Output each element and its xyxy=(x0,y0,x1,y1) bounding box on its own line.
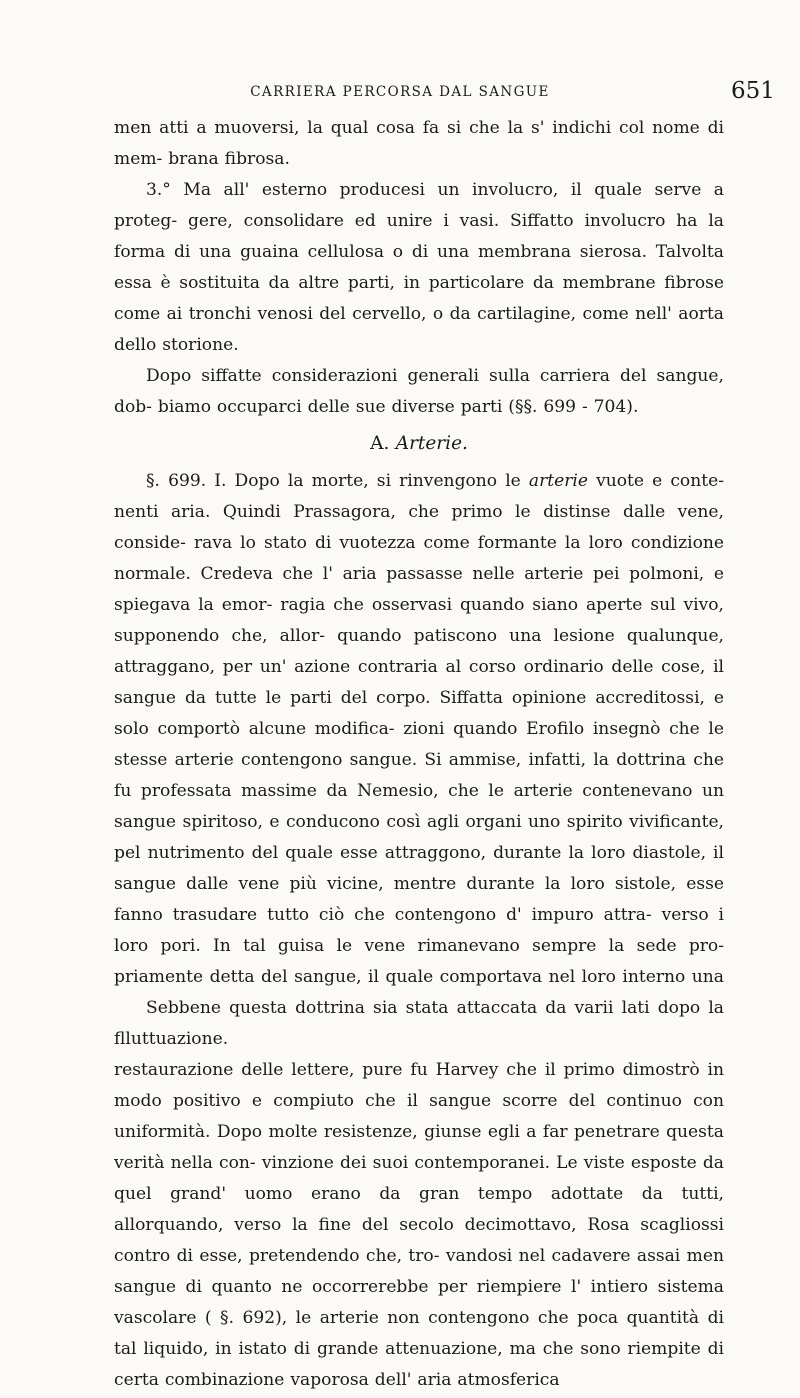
term-arterie: arterie xyxy=(528,471,588,491)
paragraph-sebbene: Sebbene questa dottrina sia stata attaccata da varii lati dopo la flluttuazione. xyxy=(114,998,724,1049)
running-title: CARRIERA PERCORSA DAL SANGUE xyxy=(250,84,550,100)
paragraph-699-rest: vuote e conte- nenti aria. Quindi Prassagora, che primo le distinse dalle vene, conside- rava lo stato di vuotezza come formante la loro condizione normale. Credeva che l' aria passasse nelle arterie pei polmoni, e spiegava la emor- ragia che osservasi quando siano aperte sul vivo, supponendo che, allor- quando patiscono una lesione qualunque, attraggano, per un' azione contraria al corso ordinario delle cose, il sangue da tutte le parti del corpo. Siffatta opinione accreditossi, e solo comportò alcune modifica- zioni quando Erofilo insegnò che le stesse arterie contengono sangue. Si ammise, infatti, la dottrina che fu professata massime da Nemesio, che le arterie contenevano un sangue spiritoso, e conducono così agli organi uno spirito vivificante, pel nutrimento del quale esse attraggono, durante la loro diastole, il sangue dalle vene più vicine, mentre durante la loro sistole, esse fanno trasudare tutto ciò che contengono d' impuro attra- verso i loro pori. In tal guisa le vene rimanevano sempre la sede pro- priamente detta del sangue, il quale comportava nel loro interno una xyxy=(114,471,724,987)
paragraph-harvey: restaurazione delle lettere, pure fu Harvey che il primo dimostrò in modo positivo e compiuto che il sangue scorre del continuo con uniformità. Dopo molte resistenze, giunse egli a far penetrare questa verità nella con- vinzione dei suoi contemporanei. Le viste esposte da quel grand' uomo erano da gran tempo adottate da tutti, allorquando, verso la fine del secolo decimottavo, Rosa scagliossi contro di esse, pretendendo che, tro- vandosi nel cadavere assai men sangue di quanto ne occorrerebbe per riempiere l' intiero sistema vascolare ( §. 692), le arterie non contengono che poca quantità di tal liquido, in istato di grande attenuazione, ma che sono riempite di certa combinazione vaporosa dell' aria atmosferica xyxy=(114,1060,724,1390)
body-text xyxy=(114,113,724,1396)
running-head xyxy=(0,78,800,108)
paragraph-699-start: §. 699. I. Dopo la morte, si rinvengono le xyxy=(146,471,529,491)
section-heading-prefix: A. xyxy=(370,433,396,454)
paragraph-involucro: 3.° Ma all' esterno producesi un involucro, il quale serve a proteg- gere, consolidare ed unire i vasi. Siffatto involucro ha la forma di una guaina cellulosa o di una membrana sierosa. Talvolta essa è sostituita da altre parti, in particolare da membrane fibrose come ai tronchi venosi del cervello, o da cartilagine, come nell' aorta dello storione. xyxy=(114,180,724,355)
section-heading xyxy=(114,428,724,459)
paragraph-continued: men atti a muoversi, la qual cosa fa si che la s' indichi col nome di mem- brana fibrosa. xyxy=(114,118,724,169)
paragraph-transition: Dopo siffatte considerazioni generali sulla carriera del sangue, dob- biamo occuparci delle sue diverse parti (§§. 699 - 704). xyxy=(114,366,724,417)
page-number: 651 xyxy=(731,78,775,104)
section-heading-title: Arterie. xyxy=(395,433,468,454)
paragraph-699 xyxy=(114,466,724,993)
